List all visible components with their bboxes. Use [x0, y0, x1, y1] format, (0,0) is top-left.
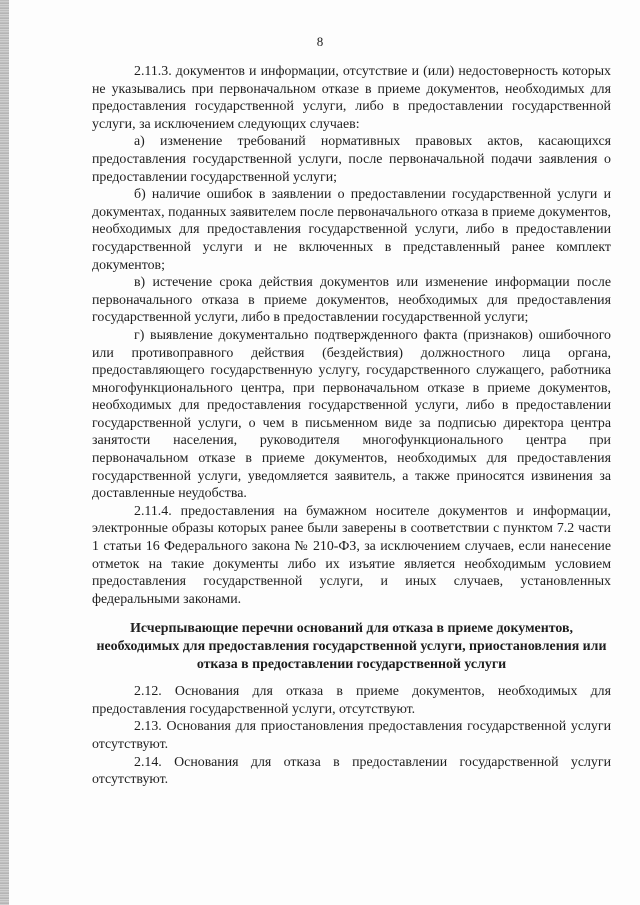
paragraph-2-13: 2.13. Основания для приостановления предоставления государственной услуги отсутствуют. — [92, 719, 611, 752]
paragraph-2-11-4: 2.11.4. предоставления на бумажном носителе документов и информации, электронные образы которых ранее были заверены в соответствии с пунктом 7.2 части 1 статьи 16 Федерального закона № 210-ФЗ, за исключением случаев, если нанесение отметок на такие документы либо их изъятие является необходимым условием предоставления государственной услуги, и иных случаев, установленных федеральными законами. — [92, 503, 611, 607]
section-heading: Исчерпывающие перечни оснований для отказа в приеме документов, необходимых для предоставления государственной услуги, приостановления или отказа в предоставлении государственной услуги — [96, 621, 607, 672]
paragraph-2-14: 2.14. Основания для отказа в предоставлении государственной услуги отсутствуют. — [92, 754, 611, 788]
paragraph-case-g: г) выявление документально подтвержденного факта (признаков) ошибочного или противоправного действия (бездействия) должностного лица органа, предоставляющего государственную услугу, государственного служащего, работника многофункционального центра, при первоначальном отказе в приеме документов, необходимых для предоставления государственной услуги, либо в предоставлении государственной услуги, о чем в письменном виде за подписью директора центра занятости населения, руководителя многофункционального центра при первоначальном отказе в приеме документов, необходимых для предоставления государственной услуги, уведомляется заявитель, а также приносятся извинения за доставленные неудобства. — [92, 327, 611, 502]
scan-edge-shadow — [0, 0, 9, 905]
section-spacer — [92, 608, 611, 620]
document-body — [92, 63, 611, 789]
section-spacer — [92, 673, 611, 683]
paragraph-case-a: а) изменение требований нормативных правовых актов, касающихся предоставления государственной услуги, после первоначальной подачи заявления о предоставлении государственной услуги; — [92, 134, 611, 185]
paragraph-2-11-3: 2.11.3. документов и информации, отсутствие и (или) недостоверность которых не указывались при первоначальном отказе в приеме документов, необходимых для предоставления государственной услуги, либо в предоставлении государственной услуги, за исключением следующих случаев: — [92, 64, 611, 132]
paragraph-2-12: 2.12. Основания для отказа в приеме документов, необходимых для предоставления государственной услуги, отсутствуют. — [92, 684, 611, 717]
page-number: 8 — [316, 34, 324, 49]
paragraph-case-v: в) истечение срока действия документов или изменение информации после первоначального отказа в приеме документов, необходимых для предоставления государственной услуги, либо в предоставлении государственной услуги; — [92, 275, 611, 326]
paragraph-case-b: б) наличие ошибок в заявлении о предоставлении государственной услуги и документах, поданных заявителем после первоначального отказа в приеме документов, необходимых для предоставления государственной услуги, либо в предоставлении государственной услуги и не включенных в представленный ранее комплект документов; — [92, 187, 611, 273]
